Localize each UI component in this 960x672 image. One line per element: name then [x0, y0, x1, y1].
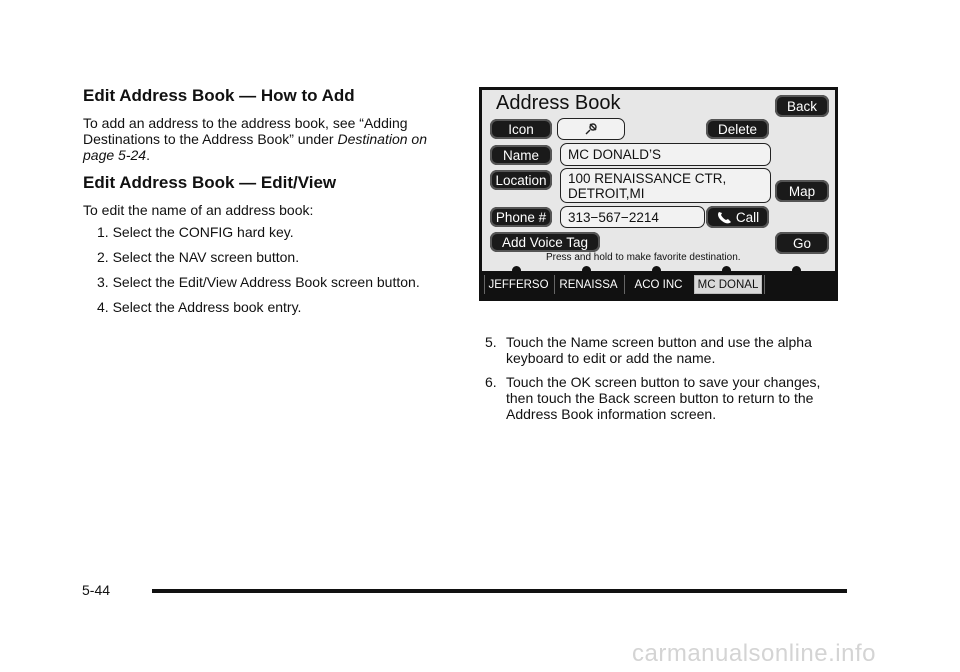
- pushpin-icon: [583, 121, 599, 137]
- list-item: 3. Select the Edit/View Address Book screen button.: [97, 274, 420, 290]
- how-to-add-text: To add an address to the address book, see “Adding Destinations to the Address Book” under Destination on page 5‑24.: [83, 115, 427, 163]
- list-item: 4. Select the Address book entry.: [97, 299, 302, 315]
- preset-indicator: [582, 266, 591, 275]
- preset-aco-inc[interactable]: ACO INC: [624, 275, 692, 294]
- name-field[interactable]: MC DONALD’S: [560, 143, 771, 166]
- list-item: 5. Touch the Name screen button and use the alpha keyboard to edit or add the name.: [485, 334, 812, 366]
- heading-how-to-add: Edit Address Book — How to Add: [83, 86, 355, 105]
- map-button[interactable]: Map: [775, 180, 829, 202]
- right-column: [485, 334, 835, 430]
- preset-renaissa[interactable]: RENAISSA: [554, 275, 622, 294]
- left-column: [83, 86, 453, 324]
- preset-indicator: [652, 266, 661, 275]
- phone-field[interactable]: 313−567−2214: [560, 206, 705, 228]
- preset-mc-donal[interactable]: MC DONAL: [694, 275, 762, 294]
- preset-indicator: [722, 266, 731, 275]
- address-book-screen: [479, 87, 838, 301]
- watermark: carmanualsonline.info: [632, 640, 876, 667]
- edit-view-intro: To edit the name of an address book:: [83, 202, 314, 218]
- list-item: 2. Select the NAV screen button.: [97, 249, 300, 265]
- steps-list: [83, 224, 453, 315]
- call-button[interactable]: Call: [706, 206, 769, 228]
- location-button[interactable]: Location: [490, 170, 552, 190]
- go-button[interactable]: Go: [775, 232, 829, 254]
- name-button[interactable]: Name: [490, 145, 552, 165]
- icon-field[interactable]: [557, 118, 625, 140]
- preset-empty[interactable]: [764, 275, 833, 294]
- list-item: 1. Select the CONFIG hard key.: [97, 224, 294, 240]
- icon-button[interactable]: Icon: [490, 119, 552, 139]
- page-number: 5-44: [82, 582, 111, 598]
- delete-button[interactable]: Delete: [706, 119, 769, 139]
- back-button[interactable]: Back: [775, 95, 829, 117]
- footer-rule: [152, 589, 847, 593]
- list-item: 6. Touch the OK screen button to save your changes, then touch the Back screen button to return to the Address Book information screen.: [485, 374, 821, 422]
- preset-jefferso[interactable]: JEFFERSO: [484, 275, 552, 294]
- preset-indicator: [792, 266, 801, 275]
- phone-button[interactable]: Phone #: [490, 207, 552, 227]
- phone-icon: [716, 210, 733, 225]
- screen-title: Address Book: [496, 92, 621, 114]
- location-field[interactable]: 100 RENAISSANCE CTR, DETROIT,MI: [560, 168, 771, 203]
- cross-reference-link[interactable]: Destination on page 5‑24: [83, 131, 427, 163]
- favorite-hint: Press and hold to make favorite destination.: [546, 252, 741, 263]
- heading-edit-view: Edit Address Book — Edit/View: [83, 173, 337, 192]
- add-voice-tag-button[interactable]: Add Voice Tag: [490, 232, 600, 252]
- preset-indicator: [512, 266, 521, 275]
